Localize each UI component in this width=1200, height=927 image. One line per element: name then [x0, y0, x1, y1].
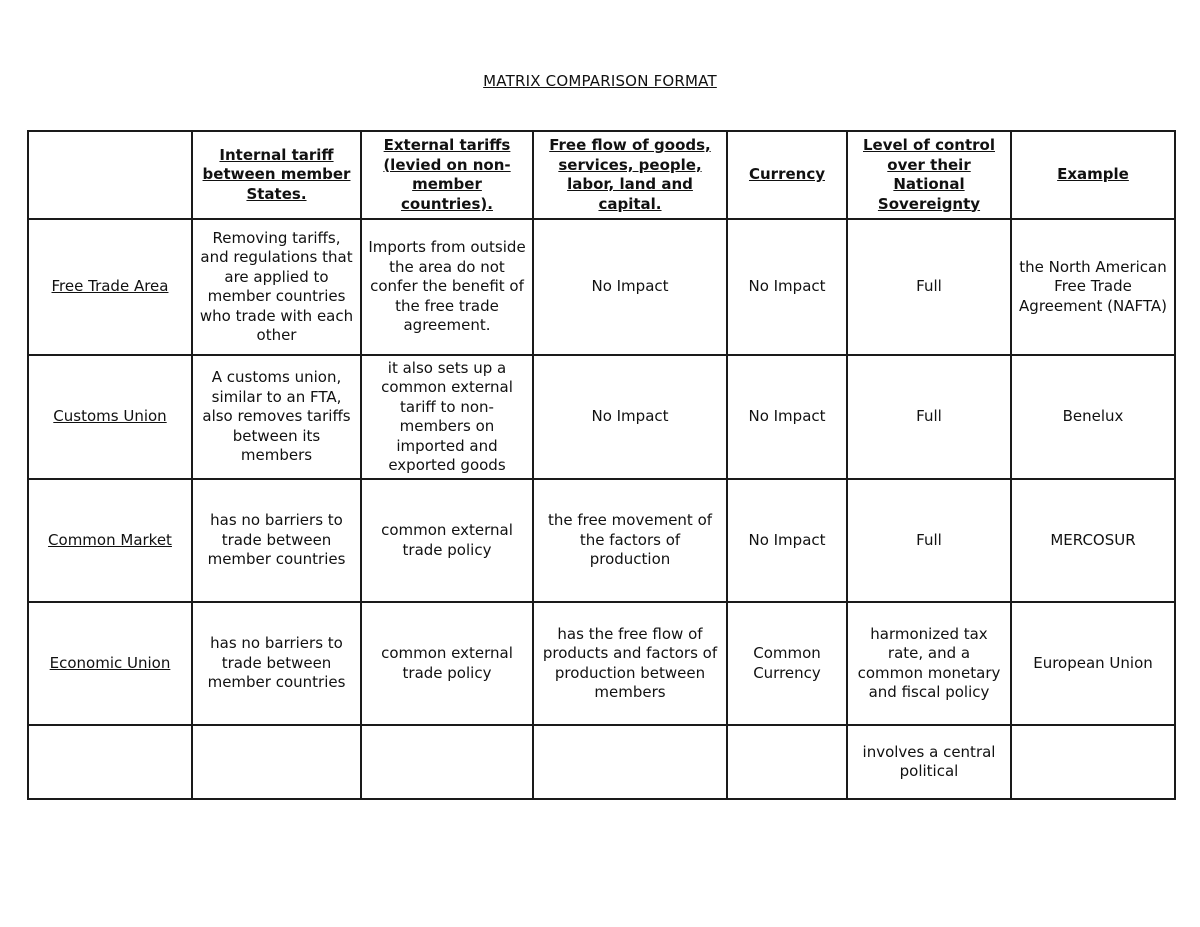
cell-currency — [727, 725, 847, 799]
cell-currency: No Impact — [727, 219, 847, 355]
cell-free-flow: No Impact — [533, 355, 727, 479]
cell-external: common external trade policy — [361, 479, 533, 602]
header-row — [28, 131, 1175, 219]
cell-example: Benelux — [1011, 355, 1175, 479]
cell-external: Imports from outside the area do not confer the benefit of the free trade agreement. — [361, 219, 533, 355]
cell-free-flow: the free movement of the factors of production — [533, 479, 727, 602]
row-label-empty — [28, 725, 192, 799]
header-sovereignty: Level of control over their National Sovereignty — [847, 131, 1011, 219]
header-internal-tariff: Internal tariff between member States. — [192, 131, 361, 219]
cell-sovereignty: harmonized tax rate, and a common monetary and fiscal policy — [847, 602, 1011, 725]
cell-sovereignty: Full — [847, 355, 1011, 479]
cell-sovereignty: Full — [847, 479, 1011, 602]
row-label-customs-union: Customs Union — [28, 355, 192, 479]
cell-internal: A customs union, similar to an FTA, also removes tariffs between its members — [192, 355, 361, 479]
table-row — [28, 219, 1175, 355]
cell-currency: No Impact — [727, 355, 847, 479]
cell-example: MERCOSUR — [1011, 479, 1175, 602]
cell-external: common external trade policy — [361, 602, 533, 725]
header-external-tariffs: External tariffs (levied on non-member countries). — [361, 131, 533, 219]
comparison-matrix-table — [27, 130, 1176, 800]
header-free-flow: Free flow of goods, services, people, labor, land and capital. — [533, 131, 727, 219]
header-currency: Currency — [727, 131, 847, 219]
cell-internal — [192, 725, 361, 799]
cell-external — [361, 725, 533, 799]
cell-sovereignty: Full — [847, 219, 1011, 355]
row-label-free-trade-area: Free Trade Area — [28, 219, 192, 355]
cell-internal: Removing tariffs, and regulations that are applied to member countries who trade with each other — [192, 219, 361, 355]
cell-free-flow: No Impact — [533, 219, 727, 355]
page-title: MATRIX COMPARISON FORMAT — [483, 72, 717, 90]
cell-example: the North American Free Trade Agreement (NAFTA) — [1011, 219, 1175, 355]
cell-free-flow: has the free flow of products and factors of production between members — [533, 602, 727, 725]
cell-free-flow — [533, 725, 727, 799]
header-corner-cell — [28, 131, 192, 219]
cell-internal: has no barriers to trade between member countries — [192, 602, 361, 725]
cell-example — [1011, 725, 1175, 799]
row-label-common-market: Common Market — [28, 479, 192, 602]
header-example: Example — [1011, 131, 1175, 219]
table-row — [28, 355, 1175, 479]
cell-external: it also sets up a common external tariff to non-members on imported and exported goods — [361, 355, 533, 479]
cell-example: European Union — [1011, 602, 1175, 725]
cell-sovereignty: involves a central political — [847, 725, 1011, 799]
cell-currency: No Impact — [727, 479, 847, 602]
table-row — [28, 479, 1175, 602]
cell-internal: has no barriers to trade between member countries — [192, 479, 361, 602]
row-label-economic-union: Economic Union — [28, 602, 192, 725]
cell-currency: Common Currency — [727, 602, 847, 725]
table-row — [28, 602, 1175, 725]
table-row — [28, 725, 1175, 799]
